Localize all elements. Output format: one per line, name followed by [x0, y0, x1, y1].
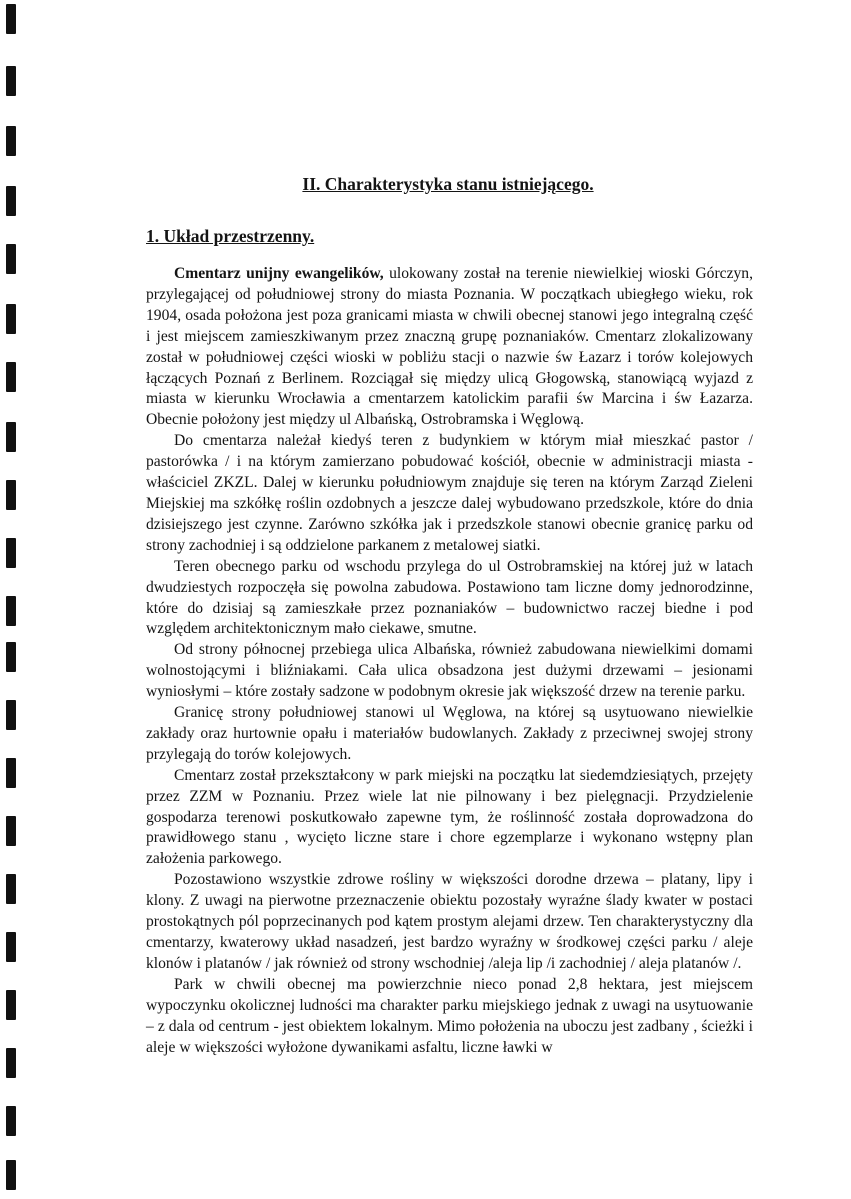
paragraph: Granicę strony południowej stanowi ul Węglowa, na której są usytuowano niewielkie zakłady oraz hurtownie opału i materiałów budowlanych. Zakłady z przeciwnej swojej strony przylegają do torów kolejowych.: [146, 704, 753, 763]
paragraph: Cmentarz został przekształcony w park miejski na początku lat siedemdziesiątych, przejęty przez ZZM w Poznaniu. Przez wiele lat nie pilnowany i bez pielęgnacji. Przydzielenie gospodarza terenowi poskutkowało zapewne tym, że roślinność została doprowadzona do prawidłowego stanu , wycięto liczne stare i chore egzemplarze i wykonano wstępny plan założenia parkowego.: [146, 766, 753, 868]
chapter-title: II. Charakterystyka stanu istniejącego.: [302, 174, 594, 194]
paragraph: Park w chwili obecnej ma powierzchnie nieco ponad 2,8 hektara, jest miejscem wypoczynku okolicznej ludności ma charakter parku miejskiego jednak z uwagi na usytuowanie – z dala od centrum - jest obiektem lokalnym. Mimo położenia na uboczu jest zadbany , ścieżki i aleje w większości wyłożone dywanikami asfaltu, liczne ławki w: [146, 975, 753, 1056]
paragraph: Do cmentarza należał kiedyś teren z budynkiem w którym miał mieszkać pastor / pastorówka / i na którym zamierzano pobudować kościół, obecnie w administracji miasta - właściciel ZKZL. Dalej w kierunku południowym znajduje się teren na którym Zarząd Zieleni Miejskiej ma szkółkę roślin ozdobnych a jeszcze dalej wybudowano przedszkole, które do dnia dzisiejszego jest czynne. Zarówno szkółka jak i przedszkole stanowi obecnie granicę parku od strony zachodniej i są oddzielone parkanem z metalowej siatki.: [146, 432, 753, 554]
paragraph: [146, 264, 753, 431]
paragraph-text: ulokowany został na terenie niewielkiej wioski Górczyn, przylegającej od południowej strony do miasta Poznania. W początkach ubiegłego wieku, rok 1904, osada położona jest poza granicami miasta w chwili obecnej stanowi jego integralną część i jest miejscem zamieszkiwanym przez znaczną grupę poznaniaków. Cmentarz zlokalizowany został w południowej części wioski w pobliżu stacji o nazwie św Łazarz i torów kolejowych łączących Poznań z Berlinem. Rozciągał się między ulicą Głogowską, stanowiącą wyjazd z miasta w kierunku Wrocławia a cmentarzem katolickim parafii św Marcina i św Łazarza. Obecnie położony jest między ul Albańską, Ostrobramska i Węglową.: [146, 265, 753, 429]
section-heading: 1. Układ przestrzenny.: [146, 226, 315, 246]
body-text: [146, 264, 753, 1058]
lead-bold-phrase: Cmentarz unijny ewangelików,: [174, 265, 384, 282]
paragraph: Od strony północnej przebiega ulica Albańska, również zabudowana niewielkimi domami wolnostojącymi i bliźniakami. Cała ulica obsadzona jest dużymi drzewami – jesionami wyniosłymi – które zostały sadzone w podobnym okresie jak większość drzew na terenie parku.: [146, 641, 753, 701]
paragraph: Teren obecnego parku od wschodu przylega do ul Ostrobramskiej na której już w latach dwudziestych rozpoczęła się powolna zabudowa. Postawiono tam liczne domy jednorodzinne, które do dzisiaj są zamieszkałe przez poznaniaków – budownictwo raczej biedne i pod względem architektonicznym mało ciekawe, smutne.: [146, 557, 753, 638]
paragraph: Pozostawiono wszystkie zdrowe rośliny w większości dorodne drzewa – platany, lipy i klony. Z uwagi na pierwotne przeznaczenie obiektu pozostały wyraźne ślady kwater w postaci prostokątnych pól poprzecinanych pod kątem prostym alejami drzew. Ten charakterystyczny dla cmentarzy, kwaterowy układ nasadzeń, jest bardzo wyraźny w środkowej części parku / aleje klonów i platanów / jak również od strony wschodniej /aleja lip /i zachodniej / aleja platanów /.: [146, 871, 753, 972]
